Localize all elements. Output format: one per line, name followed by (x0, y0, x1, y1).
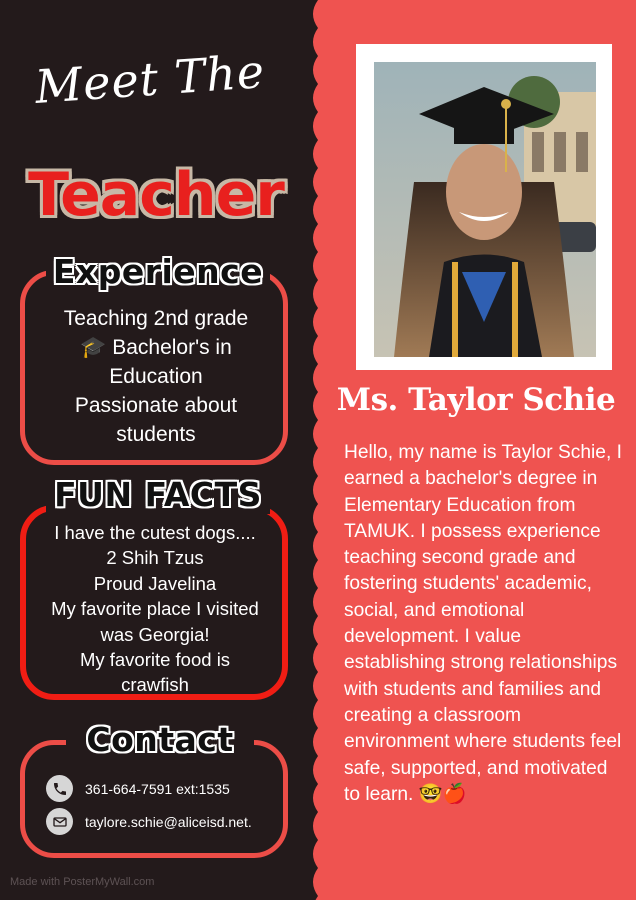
teacher-photo (374, 62, 596, 357)
scalloped-divider (308, 0, 330, 900)
phone-number: 361-664-7591 ext:1535 (85, 780, 230, 797)
experience-line: Passionate about (74, 394, 238, 417)
experience-line: Teaching 2nd grade (63, 307, 249, 330)
experience-line: 🎓 Bachelor's in (80, 336, 232, 359)
phone-icon (46, 775, 73, 802)
teacher-name: Ms. Taylor Schie (336, 382, 616, 418)
fun-facts-heading: FUN FACTS (46, 475, 270, 514)
email-row[interactable] (46, 808, 252, 835)
mail-icon (46, 808, 73, 835)
watermark: Made with PosterMyWall.com (10, 876, 155, 888)
experience-list (40, 304, 272, 449)
fun-fact-line: I have the cutest dogs.... (54, 522, 256, 543)
experience-heading: Experience (46, 252, 270, 291)
fun-fact-line: My favorite food is (79, 649, 231, 671)
fun-fact-line: Proud Javelina (93, 572, 217, 594)
fun-fact-line: 2 Shih Tzus (106, 547, 204, 569)
contact-heading: Contact (66, 720, 254, 759)
fun-fact-line: My favorite place I visited (51, 598, 259, 620)
bio-paragraph: Hello, my name is Taylor Schie, I earned a bachelor's degree in Elementary Education from TAMUK. I possess experience teaching second grade and fostering students' academic, social, and emotional development. I value establishing strong relationships with students and families and creating a classroom environment where students feel safe, supported, and motivated to learn. 🤓🍎 (344, 442, 622, 805)
experience-line: Education (109, 365, 203, 388)
experience-line: students (116, 423, 196, 446)
meet-the-title: Meet The (33, 44, 267, 114)
email-address: taylore.schie@aliceisd.net. (85, 813, 252, 830)
fun-fact-line: was Georgia! (100, 623, 210, 645)
phone-row[interactable] (46, 775, 230, 802)
fun-facts-list (30, 520, 280, 698)
fun-fact-line: crawfish (121, 674, 189, 696)
teacher-title: Teacher (28, 160, 284, 230)
